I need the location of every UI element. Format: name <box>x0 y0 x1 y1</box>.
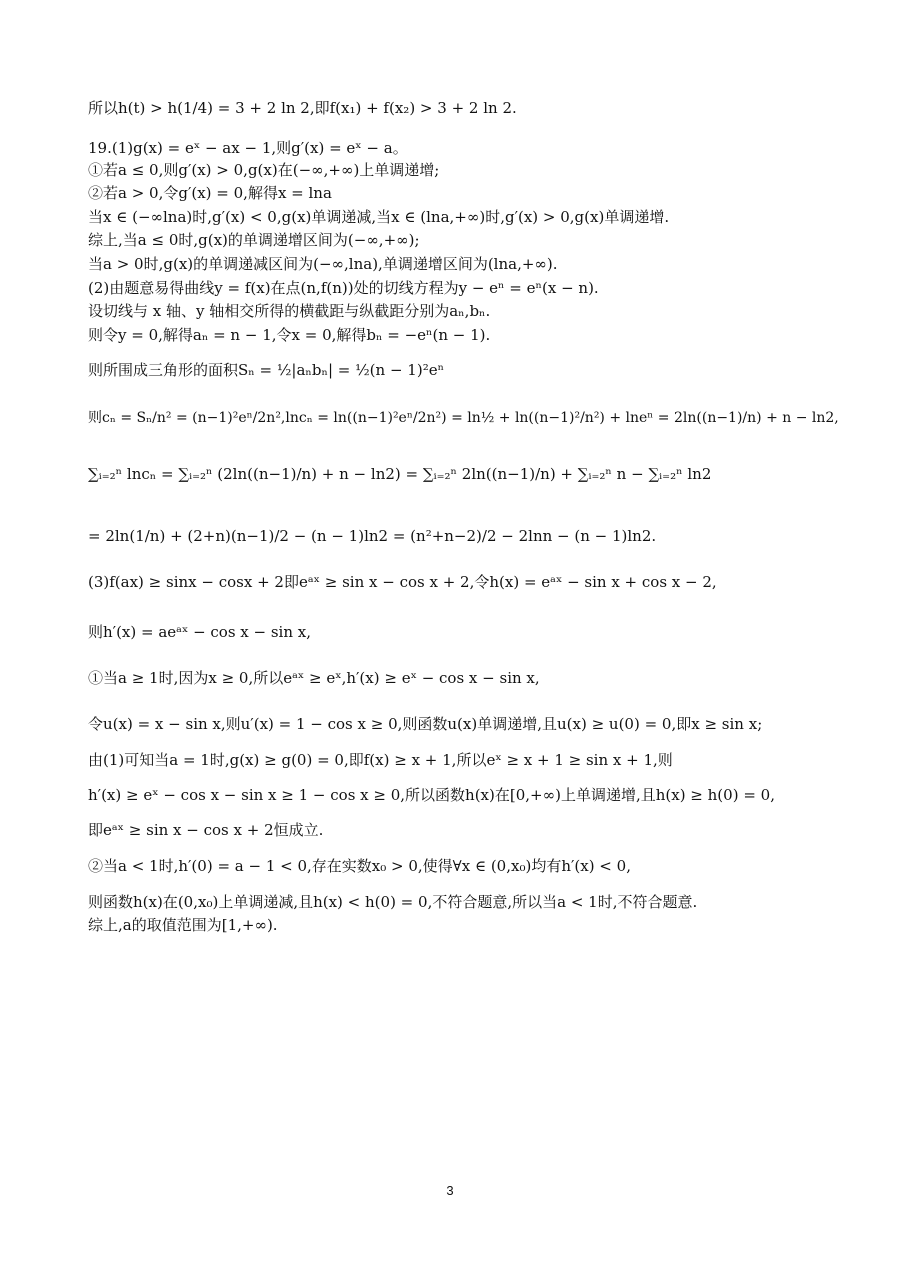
text-line-3: ①若a ≤ 0,则g′(x) > 0,g(x)在(−∞,+∞)上单调递增; <box>88 161 440 179</box>
page-number: 3 <box>446 1183 454 1198</box>
text-line-22: ②当a < 1时,h′(0) = a − 1 < 0,存在实数x₀ > 0,使得∀x ∈ (0,x₀)均有h′(x) < 0, <box>88 857 631 875</box>
text-line-9: 设切线与 x 轴、y 轴相交所得的横截距与纵截距分别为aₙ,bₙ. <box>88 302 491 320</box>
text-line-19: 由(1)可知当a = 1时,g(x) ≥ g(0) = 0,即f(x) ≥ x + 1,所以eˣ ≥ x + 1 ≥ sin x + 1,则 <box>88 751 673 769</box>
text-line-21: 即eᵃˣ ≥ sin x − cos x + 2恒成立. <box>88 821 324 839</box>
text-line-20: h′(x) ≥ eˣ − cos x − sin x ≥ 1 − cos x ≥ 0,所以函数h(x)在[0,+∞)上单调递增,且h(x) ≥ h(0) = 0, <box>88 786 775 804</box>
text-line-14: = 2ln(1/n) + (2+n)(n−1)/2 − (n − 1)ln2 = (n²+n−2)/2 − 2lnn − (n − 1)ln2. <box>88 527 657 545</box>
text-line-13: ∑ᵢ₌₂ⁿ lncₙ = ∑ᵢ₌₂ⁿ (2ln((n−1)/n) + n − ln2) = ∑ᵢ₌₂ⁿ 2ln((n−1)/n) + ∑ᵢ₌₂ⁿ n − ∑ᵢ₌₂ⁿ ln2 <box>88 465 712 483</box>
text-line-12: 则cₙ = Sₙ/n² = (n−1)²eⁿ/2n²,lncₙ = ln((n−1)²eⁿ/2n²) = ln½ + ln((n−1)²/n²) + lneⁿ = 2ln((n−1)/n) + n − ln2, <box>88 410 839 426</box>
text-line-4: ②若a > 0,令g′(x) = 0,解得x = lna <box>88 184 332 202</box>
text-line-7: 当a > 0时,g(x)的单调递减区间为(−∞,lna),单调递增区间为(lna,+∞). <box>88 255 558 273</box>
text-line-8: (2)由题意易得曲线y = f(x)在点(n,f(n))处的切线方程为y − eⁿ = eⁿ(x − n). <box>88 279 599 297</box>
text-line-17: ①当a ≥ 1时,因为x ≥ 0,所以eᵃˣ ≥ eˣ,h′(x) ≥ eˣ − cos x − sin x, <box>88 669 540 687</box>
text-line-15: (3)f(ax) ≥ sinx − cosx + 2即eᵃˣ ≥ sin x − cos x + 2,令h(x) = eᵃˣ − sin x + cos x − 2, <box>88 573 717 591</box>
text-line-2: 19.(1)g(x) = eˣ − ax − 1,则g′(x) = eˣ − a。 <box>88 139 408 157</box>
text-line-16: 则h′(x) = aeᵃˣ − cos x − sin x, <box>88 623 312 641</box>
text-line-6: 综上,当a ≤ 0时,g(x)的单调递增区间为(−∞,+∞); <box>88 231 420 249</box>
text-line-23: 则函数h(x)在(0,x₀)上单调递减,且h(x) < h(0) = 0,不符合题意,所以当a < 1时,不符合题意. <box>88 893 698 911</box>
text-line-1: 所以h(t) > h(1/4) = 3 + 2 ln 2,即f(x₁) + f(x₂) > 3 + 2 ln 2. <box>88 99 517 117</box>
text-line-5: 当x ∈ (−∞lna)时,g′(x) < 0,g(x)单调递减,当x ∈ (lna,+∞)时,g′(x) > 0,g(x)单调递增. <box>88 208 670 226</box>
text-line-11: 则所围成三角形的面积Sₙ = ½|aₙbₙ| = ½(n − 1)²eⁿ <box>88 361 445 379</box>
text-line-18: 令u(x) = x − sin x,则u′(x) = 1 − cos x ≥ 0,则函数u(x)单调递增,且u(x) ≥ u(0) = 0,即x ≥ sin x; <box>88 715 763 733</box>
text-line-10: 则令y = 0,解得aₙ = n − 1,令x = 0,解得bₙ = −eⁿ(n − 1). <box>88 326 491 344</box>
text-line-24: 综上,a的取值范围为[1,+∞). <box>88 916 278 934</box>
